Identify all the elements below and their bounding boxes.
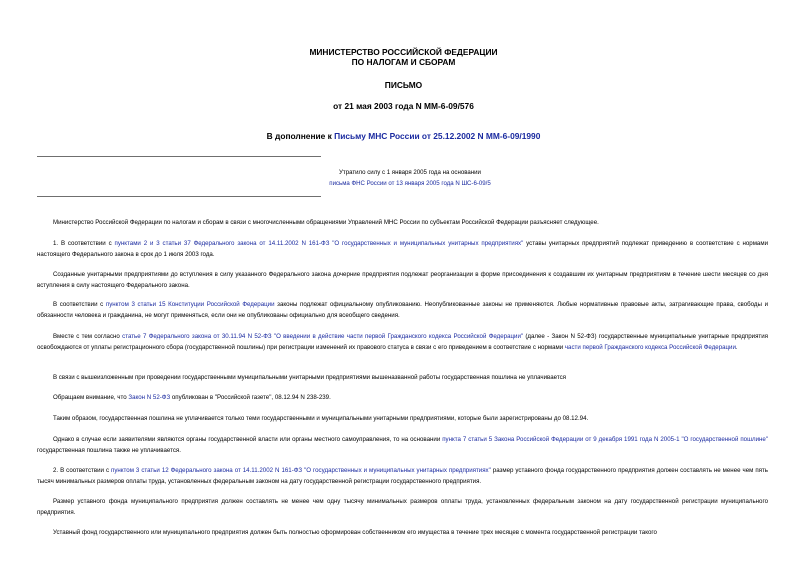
paragraph-5-text-a: Вместе с тем согласно [53,333,123,340]
paragraph-10-link[interactable]: пунктом 3 статьи 12 Федерального закона от 14.11.2002 N 161-ФЗ "О государственных и муниципальных унитарных предприятиях" [111,467,491,474]
paragraph-5-text-c: . [735,344,738,351]
ministry-line-1: МИНИСТЕРСТВО РОССИЙСКОЙ ФЕДЕРАЦИИ [309,47,498,57]
paragraph-4-link[interactable]: пунктом 3 статьи 15 Конституции Российской Федерации [105,301,275,308]
paragraph-2-text-a: 1. В соответствии с [53,240,115,247]
document-type: ПИСЬМО [384,80,423,90]
validity-note-link[interactable]: письма ФНС России от 13 января 2005 года N ШС-6-09/5 [329,180,491,187]
paragraph-10 [37,465,768,487]
paragraph-7-link[interactable]: Закон N 52-ФЗ [128,394,171,401]
paragraph-2 [37,238,768,260]
divider-top [37,156,321,157]
paragraph-10-text-a: 2. В соответствии с [53,467,112,474]
paragraph-5-link-1[interactable]: статье 7 Федерального закона от 30.11.94 N 52-ФЗ "О введении в действие части первой Гражданского кодекса Российской Федерации" [122,333,524,340]
paragraph-3: Созданные унитарными предприятиями до вступления в силу указанного Федерального закона дочерние предприятия подлежат реорганизации в форме присоединения к создавшим их унитарным предприятиям в течение шести месяцев со дня вступления в силу настоящего Федерального закона. [37,271,768,289]
validity-note [300,167,520,189]
paragraph-9-link[interactable]: пункта 7 статьи 5 Закона Российской Федерации от 9 декабря 1991 года N 2005-1 "О государственной пошлине" [442,436,769,443]
paragraph-9-text-a: Однако в случае если заявителями являются органы государственной власти или органы местного самоуправления, то на основании [53,436,443,443]
paragraph-7-text-a: Обращаем внимание, что [53,394,129,401]
paragraph-11: Размер уставного фонда муниципального предприятия должен составлять не менее чем одну тысячу минимальных размеров оплаты труда, установленных федеральным законом на дату государственной регистрации муниципального предприятия. [37,498,768,516]
subject-link[interactable]: Письму МНС России от 25.12.2002 N ММ-6-09/1990 [334,131,541,141]
ministry-title [0,47,807,67]
ministry-line-2: ПО НАЛОГАМ И СБОРАМ [351,57,456,67]
paragraph-5-link-2[interactable]: части первой Гражданского кодекса Российской Федерации [564,344,736,351]
paragraph-7-text-b: опубликован в "Российской газете", 08.12.94 N 238-239. [170,394,331,401]
paragraph-6: В связи с вышеизложенным при проведении государственными муниципальными унитарными предприятиями вышеназванной работы государственная пошлина не уплачивается [53,374,567,381]
paragraph-4-text-a: В соответствии с [53,301,106,308]
divider-bottom [37,196,321,197]
document-date-number: от 21 мая 2003 года N ММ-6-09/576 [333,101,474,111]
paragraph-7 [37,392,768,403]
paragraph-2-link[interactable]: пунктами 2 и 3 статьи 37 Федерального закона от 14.11.2002 N 161-ФЗ "О государственных и муниципальных унитарных предприятиях" [114,240,524,247]
paragraph-2-text-b: уставы унитарных предприятий подлежат приведению в соответствие с нормами настоящего Федерального закона в срок до 1 июля 2003 года. [37,240,769,258]
paragraph-5-text-b: (далее - Закон N 52-ФЗ) государственные муниципальные унитарные предприятия освобождаются от уплаты регистрационного сбора (государственной пошлины) при регистрации изменений их правового статуса в связи с его приведением в соответствие с нормами [37,333,768,351]
paragraph-5 [37,331,768,353]
validity-note-text: Утратило силу с 1 января 2005 года на основании [339,169,481,176]
paragraph-10-text-b: размер уставного фонда государственного предприятия должен составлять не менее чем пять тысяч минимальных размеров оплаты труда, установленных федеральным законом на дату государственной регистрации государственного предприятия. [37,467,768,485]
document-subject [0,131,807,141]
subject-prefix: В дополнение к [266,131,335,141]
paragraph-4-text-b: законы подлежат официальному опубликованию. Неопубликованные законы не применяются. Любые нормативные правовые акты, затрагивающие права, свободы и обязанности человека и гражданина, не могут применяться, если они не опубликованы официально для всеобщего сведения. [37,301,768,319]
paragraph-4 [37,299,768,321]
paragraph-9-text-b: государственная пошлина также не уплачивается. [37,447,181,454]
paragraph-1: Министерство Российской Федерации по налогам и сборам в связи с многочисленными обращениями Управлений МНС России по субъектам Российской Федерации разъясняет следующее. [53,219,599,226]
paragraph-12: Уставный фонд государственного или муниципального предприятия должен быть полностью сформирован собственником его имущества в течение трех месяцев с момента государственной регистрации такого [53,529,657,536]
paragraph-8: Таким образом, государственная пошлина не уплачивается только теми государственными и муниципальными унитарными предприятиями, которые были зарегистрированы до 08.12.94. [53,415,589,422]
paragraph-9 [37,434,768,456]
